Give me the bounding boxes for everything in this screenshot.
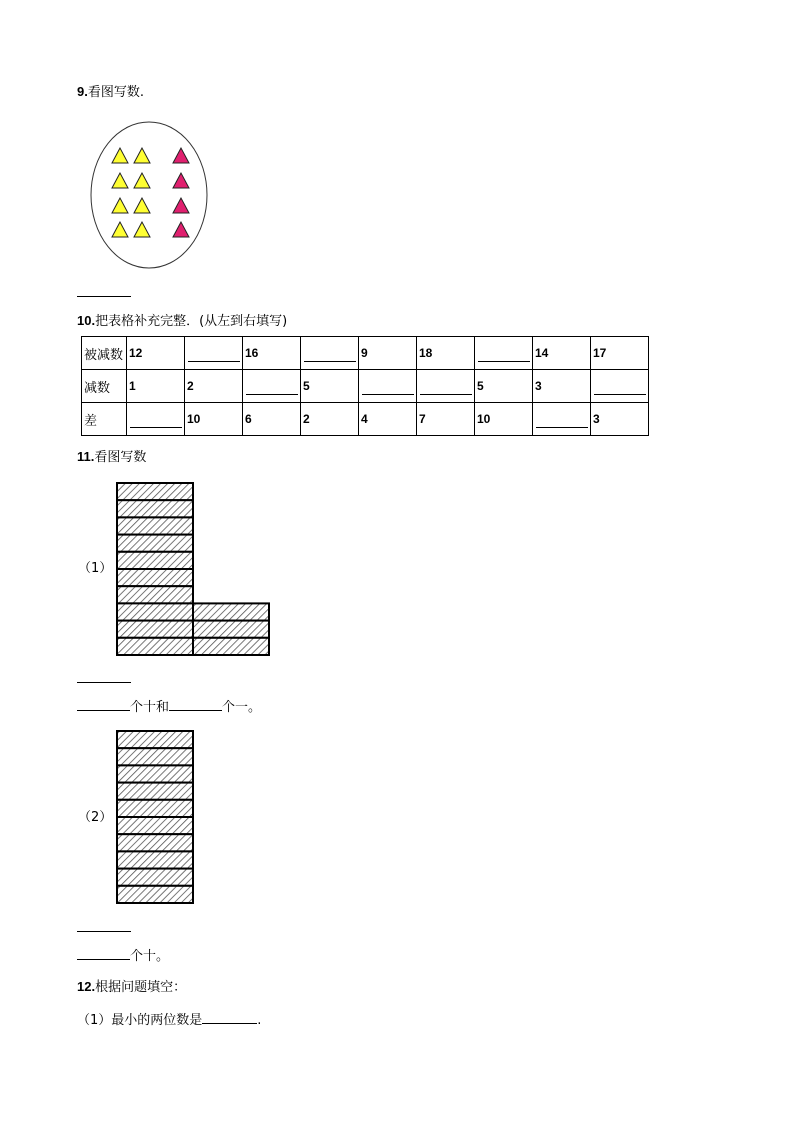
q10-value-cell: 2 [185, 370, 243, 403]
q10-blank-line[interactable] [304, 351, 356, 362]
tens-rod [117, 886, 193, 903]
q10-value-cell: 1 [127, 370, 185, 403]
tens-rod [117, 869, 193, 886]
q10-blank-line[interactable] [246, 384, 298, 395]
q12-title [77, 979, 186, 996]
q10-value-cell: 10 [185, 403, 243, 436]
q10-blank-cell[interactable] [127, 403, 185, 436]
q11-part1-text-b: 个一。 [222, 700, 262, 715]
q10-table [81, 336, 649, 436]
q10-blank-line[interactable] [188, 351, 240, 362]
q11-part1-fill-line [77, 698, 261, 716]
q10-title-text: 把表格补充完整．(从左到右填写) [95, 314, 288, 329]
q10-value-cell: 10 [475, 403, 533, 436]
q9-title-text: 看图写数. [87, 85, 144, 100]
q10-value-cell: 6 [243, 403, 301, 436]
tens-rod [117, 638, 193, 655]
q12-part1-line [77, 1011, 261, 1029]
tens-rod [117, 500, 193, 517]
q9-triangle-picture [88, 118, 214, 272]
q10-table-row [82, 337, 649, 370]
q11-number: 11. [77, 449, 95, 464]
tens-rods-group-2 [117, 731, 193, 903]
tens-rod [193, 638, 269, 655]
q9-title [77, 84, 144, 101]
q12-part1-end: . [257, 1013, 262, 1028]
q10-table-row [82, 370, 649, 403]
q10-value-cell: 5 [475, 370, 533, 403]
q10-blank-line[interactable] [362, 384, 414, 395]
q11-part2-blank[interactable] [77, 947, 130, 960]
q10-row-head: 减数 [82, 370, 127, 403]
tens-rod [117, 765, 193, 782]
q10-blank-cell[interactable] [185, 337, 243, 370]
q10-blank-line[interactable] [130, 417, 182, 428]
q10-blank-line[interactable] [536, 417, 588, 428]
tens-rod [117, 552, 193, 569]
q10-blank-line[interactable] [594, 384, 646, 395]
q10-blank-cell[interactable] [417, 370, 475, 403]
q10-value-cell: 17 [591, 337, 649, 370]
q10-blank-cell[interactable] [301, 337, 359, 370]
q10-blank-cell[interactable] [243, 370, 301, 403]
q10-table-row [82, 403, 649, 436]
q11-part2-label: （2） [78, 810, 113, 825]
tens-rod [193, 603, 269, 620]
q11-part1-blocks [114, 480, 272, 657]
q11-part1-text-a: 个十和 [130, 700, 170, 715]
q11-title [77, 449, 146, 466]
q10-blank-cell[interactable] [475, 337, 533, 370]
q10-value-cell: 5 [301, 370, 359, 403]
q10-value-cell: 7 [417, 403, 475, 436]
q10-blank-cell[interactable] [533, 403, 591, 436]
q12-number: 12. [77, 979, 96, 994]
q10-blank-cell[interactable] [359, 370, 417, 403]
q10-value-cell: 2 [301, 403, 359, 436]
tens-rod [117, 834, 193, 851]
q11-part2-text: 个十。 [130, 949, 170, 964]
q10-value-cell: 3 [533, 370, 591, 403]
q12-part1-label: （1） [77, 1013, 112, 1028]
q10-value-cell: 4 [359, 403, 417, 436]
q12-part1-blank[interactable] [202, 1011, 257, 1024]
tens-rod [117, 851, 193, 868]
q12-title-text: 根据问题填空： [95, 980, 187, 995]
q10-blank-cell[interactable] [591, 370, 649, 403]
q11-ones-blank[interactable] [169, 698, 222, 711]
picture-ellipse [91, 122, 207, 268]
tens-rod [117, 586, 193, 603]
q12-part1-text: 最小的两位数是 [111, 1013, 203, 1028]
tens-rod [117, 783, 193, 800]
q10-row-head: 被减数 [82, 337, 127, 370]
tens-rod [117, 483, 193, 500]
tens-rod [193, 621, 269, 638]
tens-rod [117, 535, 193, 552]
q10-value-cell: 9 [359, 337, 417, 370]
q9-number: 9. [77, 84, 88, 99]
tens-rod [117, 517, 193, 534]
q10-value-cell: 14 [533, 337, 591, 370]
tens-rod [117, 800, 193, 817]
q10-title [77, 313, 287, 330]
q10-row-head: 差 [82, 403, 127, 436]
tens-rod [117, 748, 193, 765]
tens-rod [117, 569, 193, 586]
q10-value-cell: 12 [127, 337, 185, 370]
q10-number: 10. [77, 313, 96, 328]
q11-title-text: 看图写数 [94, 450, 147, 465]
q9-answer-line[interactable] [77, 296, 131, 297]
q10-value-cell: 3 [591, 403, 649, 436]
q11-part1-answer-line[interactable] [77, 682, 131, 683]
q11-part2-fill-line [77, 947, 169, 965]
q11-tens-blank[interactable] [77, 698, 130, 711]
tens-rod [117, 817, 193, 834]
q11-part2-answer-line[interactable] [77, 931, 131, 932]
q10-value-cell: 16 [243, 337, 301, 370]
tens-rod [117, 621, 193, 638]
q10-value-cell: 18 [417, 337, 475, 370]
q10-blank-line[interactable] [420, 384, 472, 395]
q11-part2-blocks [114, 729, 196, 905]
tens-rods-group [117, 483, 269, 655]
tens-rod [117, 731, 193, 748]
q11-part1-label: （1） [78, 561, 113, 576]
q10-blank-line[interactable] [478, 351, 530, 362]
tens-rod [117, 603, 193, 620]
